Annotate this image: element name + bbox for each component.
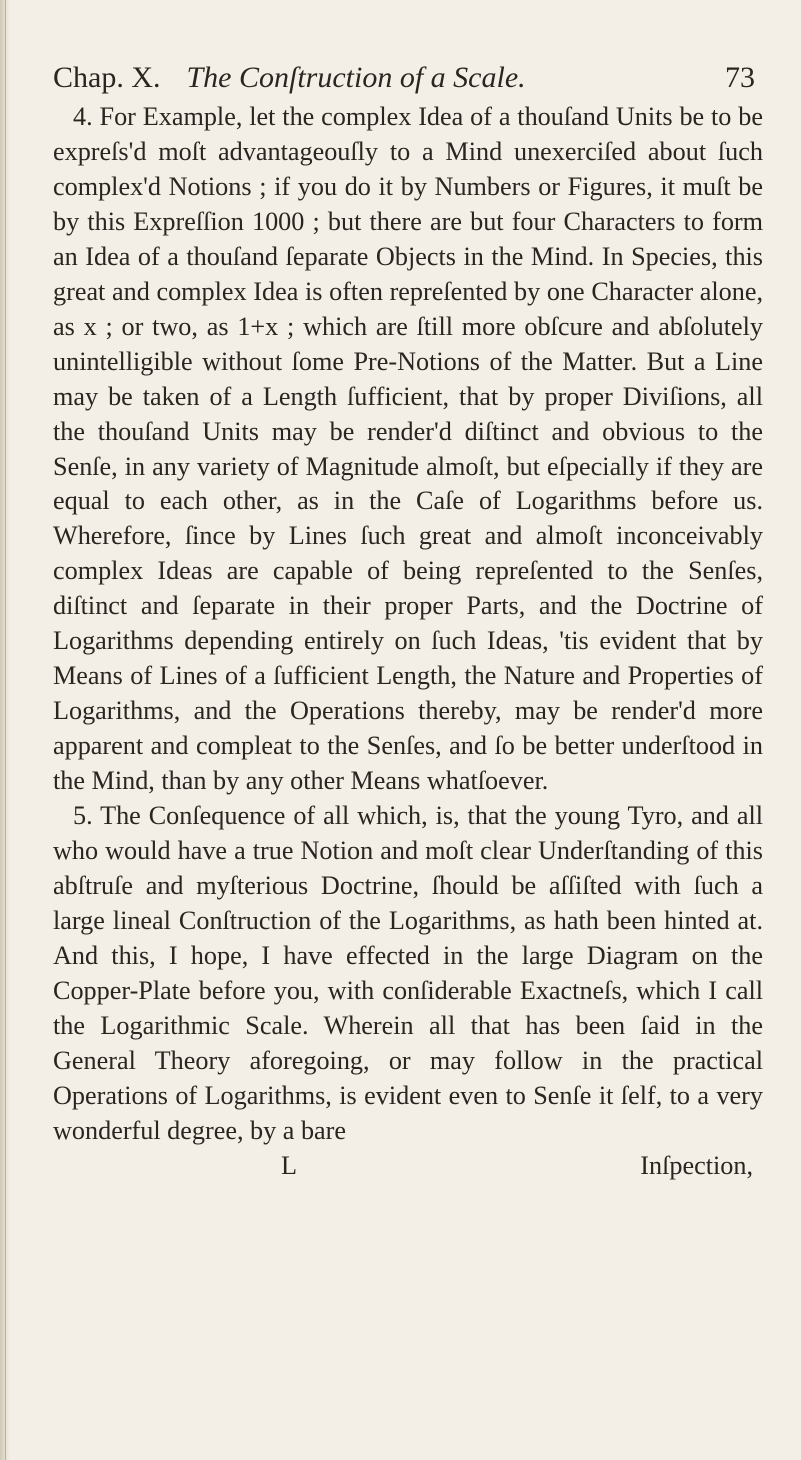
binding-edge (5, 0, 6, 1460)
signature-mark: L (281, 1150, 297, 1180)
catchword: Inſpection, (640, 1150, 753, 1180)
chapter-label: Chap. X. (53, 61, 161, 94)
page-footer (53, 1149, 763, 1184)
paragraph-4: 4. For Example, let the complex Idea of a thouſand Units be to be expreſs'd moſt advantageouſly to a Mind unexerciſed about ſuch complex'd Notions ; if you do it by Numbers or Figures, it muſt be by this Expreſſion 1000 ; but there are but four Characters to form an Idea of a thouſand ſeparate Objects in the Mind. In Species, this great and complex Idea is often repreſented by one Character alone, as x ; or two, as 1+x ; which are ſtill more obſcure and abſolutely unintelligible without ſome Pre-Notions of the Matter. But a Line may be taken of a Length ſufficient, that by proper Diviſions, all the thouſand Units may be render'd diſtinct and obvious to the Senſe, in any variety of Magnitude almoſt, but eſpecially if they are equal to each other, as in the Caſe of Logarithms before us. Wherefore, ſince by Lines ſuch great and almoſt inconceivably complex Ideas are capable of being repreſented to the Senſes, diſtinct and ſeparate in their proper Parts, and the Doctrine of Logarithms depending entirely on ſuch Ideas, 'tis evident that by Means of Lines of a ſufficient Length, the Nature and Properties of Logarithms, and the Operations thereby, may be render'd more apparent and compleat to the Senſes, and ſo be better underſtood in the Mind, than by any other Means whatſoever. (53, 102, 763, 796)
book-page (53, 60, 763, 1184)
paragraph-5: 5. The Conſequence of all which, is, that the young Tyro, and all who would have a true Notion and moſt clear Underſtanding of this abſtruſe and myſterious Doctrine, ſhould be aſſiſted with ſuch a large lineal Conſtruction of the Logarithms, as hath been hinted at. And this, I hope, I have effected in the large Diagram on the Copper-Plate before you, with conſiderable Exactneſs, which I call the Logarithmic Scale. Wherein all that has been ſaid in the General Theory aforegoing, or may follow in the practical Operations of Logarithms, is evident even to Senſe it ſelf, to a very wonderful degree, by a bare (53, 801, 763, 1145)
running-title: The Conſtruction of a Scale. (186, 61, 526, 94)
running-header (53, 60, 763, 96)
page-number: 73 (725, 61, 755, 94)
